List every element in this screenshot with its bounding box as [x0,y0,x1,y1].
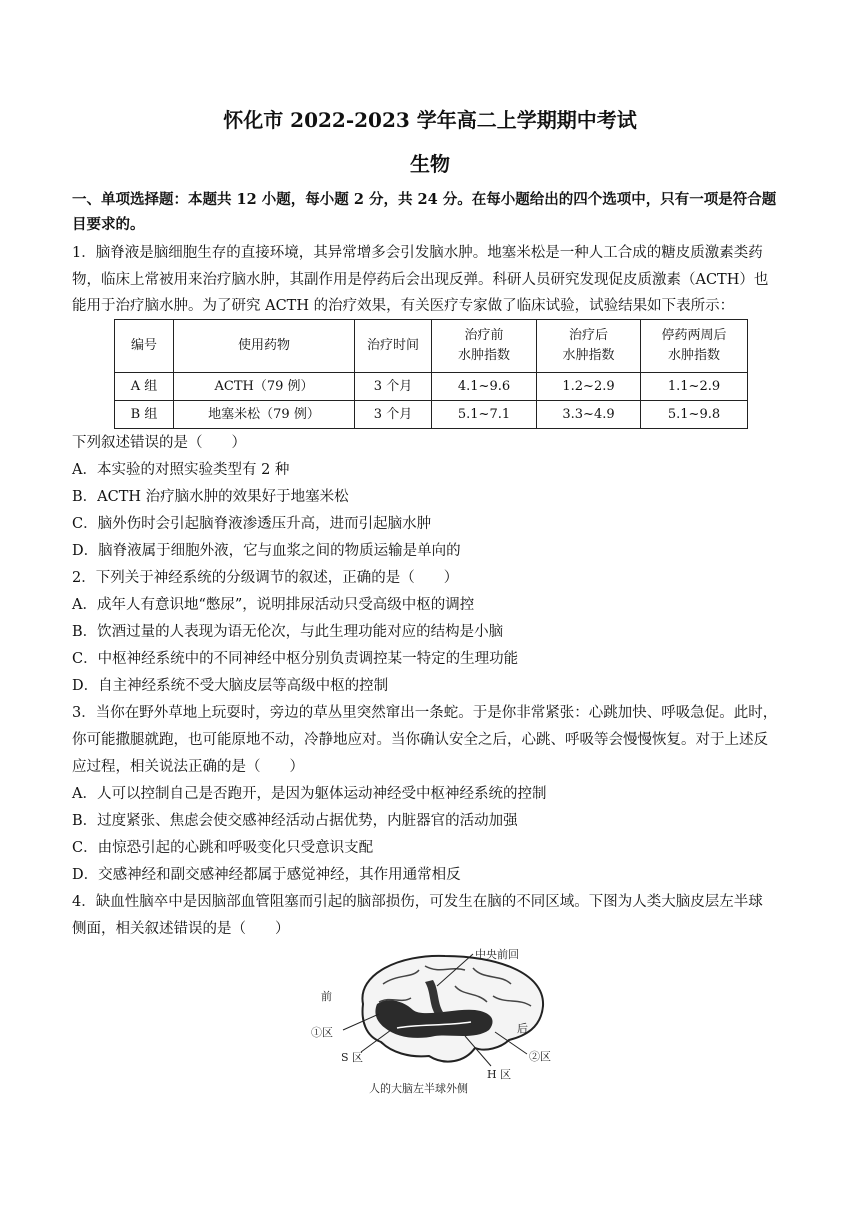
figure-caption: 人的大脑左半球外侧 [369,1082,468,1095]
label-zone-1: ①区 [311,1026,333,1039]
table-header-cell [537,320,641,373]
q1-option-a: A．本实验的对照实验类型有 2 种 [72,462,290,478]
q3-stem-cont: 你可能撒腿就跑，也可能原地不动，冷静地应对。当你确认安全之后，心跳、呼吸等会慢慢恢复。对于上述反 [72,732,768,748]
q3-stem-cont: 应过程，相关说法正确的是（ ） [72,759,304,775]
label-zone-2: ②区 [529,1050,551,1063]
q2-option-a: A．成年人有意识地“憋尿”，说明排尿活动只受高级中枢的调控 [72,597,475,613]
label-s-zone: S 区 [341,1051,364,1064]
table-header-cell: 使用药物 [174,320,355,373]
q4-stem-cont: 侧面，相关叙述错误的是（ ） [72,921,290,937]
exam-title: 怀化市 2022-2023 学年高二上学期期中考试 [223,108,637,132]
table-cell: 3.3~4.9 [537,401,641,429]
table-header-line: 水肿指数 [562,348,615,363]
q2-option-d: D．自主神经系统不受大脑皮层等高级中枢的控制 [72,678,389,694]
table-cell: 5.1~9.8 [641,401,748,429]
q3-option-a: A．人可以控制自己是否跑开，是因为躯体运动神经受中枢神经系统的控制 [72,786,547,802]
brain-figure [305,944,565,1104]
q2-stem: 2．下列关于神经系统的分级调节的叙述，正确的是（ ） [72,570,459,586]
q1-stem-cont: 能用于治疗脑水肿。为了研究 ACTH 的治疗效果，有关医疗专家做了临床试验，试验结果如下表所示： [72,298,735,314]
q1-option-c: C．脑外伤时会引起脑脊液渗透压升高，进而引起脑水肿 [72,516,432,532]
table-cell: 3 个月 [355,373,432,401]
q4-stem: 4．缺血性脑卒中是因脑部血管阻塞而引起的脑部损伤，可发生在脑的不同区域。下图为人类大脑皮层左半球 [72,894,763,910]
table-row [115,401,748,429]
q3-option-b: B．过度紧张、焦虑会使交感神经活动占据优势，内脏器官的活动加强 [72,813,518,829]
q1-option-d: D．脑脊液属于细胞外液，它与血浆之间的物质运输是单向的 [72,543,461,559]
q1-stem: 1．脑脊液是脑细胞生存的直接环境，其异常增多会引发脑水肿。地塞米松是一种人工合成的糖皮质激素类药 [72,245,763,261]
label-central-gyrus: 中央前回 [475,948,519,961]
q2-option-c: C．中枢神经系统中的不同神经中枢分别负责调控某一特定的生理功能 [72,651,519,667]
table-cell: B 组 [115,401,174,429]
table-header-line: 治疗前 [464,328,504,343]
table-header-line: 治疗后 [568,328,608,343]
table-cell: 3 个月 [355,401,432,429]
table-cell: 5.1~7.1 [432,401,537,429]
label-h-zone: H 区 [487,1068,512,1081]
q1-results-table [114,319,748,429]
table-cell: ACTH（79 例） [174,373,355,401]
q3-option-c: C．由惊恐引起的心跳和呼吸变化只受意识支配 [72,840,374,856]
q1-stem-cont: 物，临床上常被用来治疗脑水肿，其副作用是停药后会出现反弹。科研人员研究发现促皮质激素（ACTH）也 [72,272,769,288]
q1-prompt: 下列叙述错误的是（ ） [72,435,246,451]
table-cell: A 组 [115,373,174,401]
table-header-cell [641,320,748,373]
table-header-cell: 编号 [115,320,174,373]
table-cell: 4.1~9.6 [432,373,537,401]
q2-option-b: B．饮酒过量的人表现为语无伦次，与此生理功能对应的结构是小脑 [72,624,504,640]
label-front: 前 [321,990,332,1003]
table-header-line: 停药两周后 [661,328,727,343]
table-header-line: 水肿指数 [457,348,510,363]
table-header-cell: 治疗时间 [355,320,432,373]
label-back: 后 [517,1022,528,1035]
table-cell: 1.2~2.9 [537,373,641,401]
table-header-cell [432,320,537,373]
table-row [115,373,748,401]
subject-title: 生物 [410,152,450,176]
table-cell: 1.1~2.9 [641,373,748,401]
q3-stem: 3．当你在野外草地上玩耍时，旁边的草丛里突然窜出一条蛇。于是你非常紧张：心跳加快、呼吸急促。此时， [72,705,778,721]
q1-option-b: B．ACTH 治疗脑水肿的效果好于地塞米松 [72,489,349,505]
section-heading-cont: 目要求的。 [72,216,145,233]
section-heading: 一、单项选择题：本题共 12 小题，每小题 2 分，共 24 分。在每小题给出的四个选项中，只有一项是符合题 [72,191,777,208]
table-header-line: 水肿指数 [667,348,720,363]
table-cell: 地塞米松（79 例） [174,401,355,429]
q3-option-d: D．交感神经和副交感神经都属于感觉神经，其作用通常相反 [72,867,461,883]
